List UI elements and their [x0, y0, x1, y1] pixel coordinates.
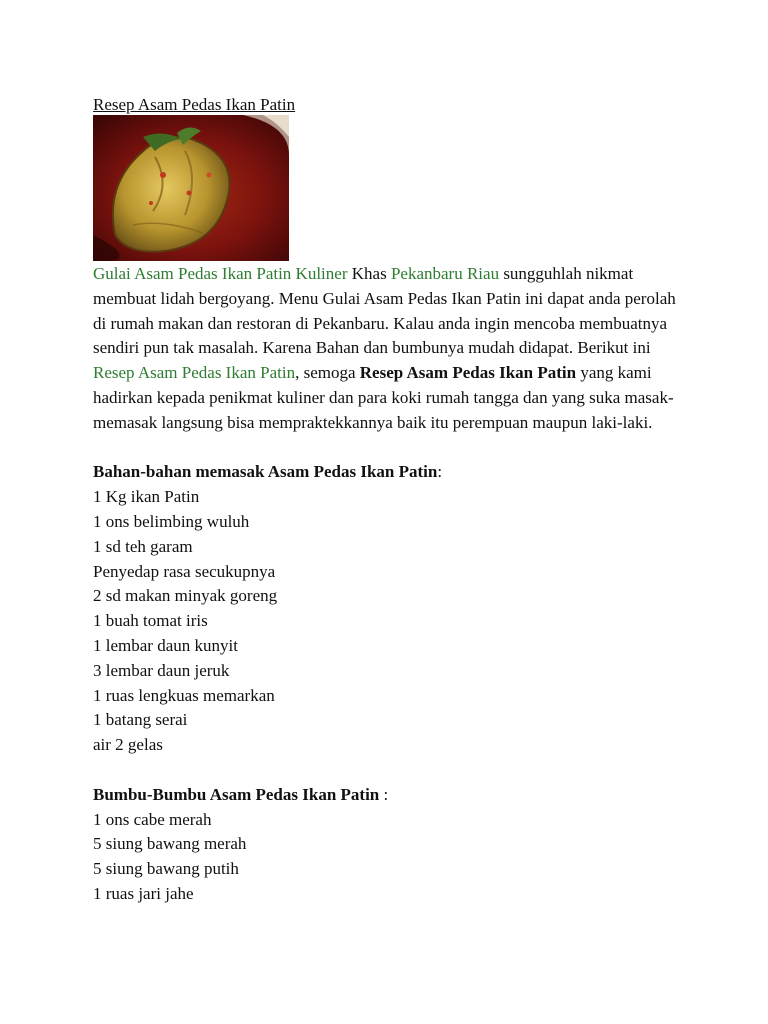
- list-item: 3 lembar daun jeruk: [93, 660, 230, 680]
- ingredients-heading: [93, 460, 683, 485]
- intro-text-3: , semoga: [295, 363, 360, 383]
- intro-text-2: sungguhlah nikmat membuat lidah bergoyang. Menu Gulai Asam Pedas Ikan Patin ini dapat anda perolah di rumah makan dan restoran di Pekanbaru. Kalau anda ingin mencoba membuatnya sendiri pun tak masalah. Karena Bahan dan bumbunya mudah didapat. Berikut ini: [93, 264, 676, 358]
- list-item: 1 sd teh garam: [93, 536, 193, 556]
- intro-bold-recipe-name: Resep Asam Pedas Ikan Patin: [359, 363, 577, 383]
- list-item: 1 Kg ikan Patin: [93, 487, 200, 507]
- link-pekanbaru-riau[interactable]: Pekanbaru Riau: [390, 264, 500, 283]
- intro-paragraph: [93, 262, 683, 436]
- ingredients-heading-text: Bahan-bahan memasak Asam Pedas Ikan Patin: [93, 462, 438, 482]
- spices-heading-suffix: :: [379, 784, 389, 804]
- ingredients-heading-suffix: :: [437, 462, 443, 482]
- list-item: air 2 gelas: [93, 735, 163, 755]
- list-item: 5 siung bawang merah: [93, 834, 247, 854]
- intro-text-4: yang kami hadirkan kepada penikmat kuliner dan para koki rumah tangga dan yang suka masak-memasak langsung bisa mempraktekkannya baik itu perempuan maupun laki-laki.: [93, 363, 674, 432]
- fish-curry-photo: [93, 115, 289, 261]
- list-item: 1 ruas jari jahe: [93, 883, 194, 903]
- link-gulai-asam-pedas[interactable]: Gulai Asam Pedas Ikan Patin Kuliner: [93, 264, 348, 283]
- list-item: 1 ruas lengkuas memarkan: [93, 685, 275, 705]
- spices-list: [93, 808, 683, 907]
- list-item: 2 sd makan minyak goreng: [93, 586, 278, 606]
- list-item: Penyedap rasa secukupnya: [93, 561, 276, 581]
- list-item: 1 ons belimbing wuluh: [93, 511, 250, 531]
- list-item: 5 siung bawang putih: [93, 859, 239, 879]
- fish-curry-illustration: [93, 115, 289, 261]
- recipe-title: Resep Asam Pedas Ikan Patin: [93, 95, 296, 114]
- list-item: 1 ons cabe merah: [93, 809, 212, 829]
- list-item: 1 batang serai: [93, 710, 188, 730]
- intro-text-1: Khas: [347, 264, 391, 283]
- list-item: 1 lembar daun kunyit: [93, 635, 238, 655]
- ingredients-list: [93, 485, 683, 758]
- spices-heading-text: Bumbu-Bumbu Asam Pedas Ikan Patin: [93, 784, 380, 804]
- spices-heading: [93, 783, 683, 808]
- list-item: 1 buah tomat iris: [93, 611, 208, 631]
- recipe-body: [93, 262, 683, 907]
- link-resep-asam-pedas[interactable]: Resep Asam Pedas Ikan Patin: [93, 363, 296, 383]
